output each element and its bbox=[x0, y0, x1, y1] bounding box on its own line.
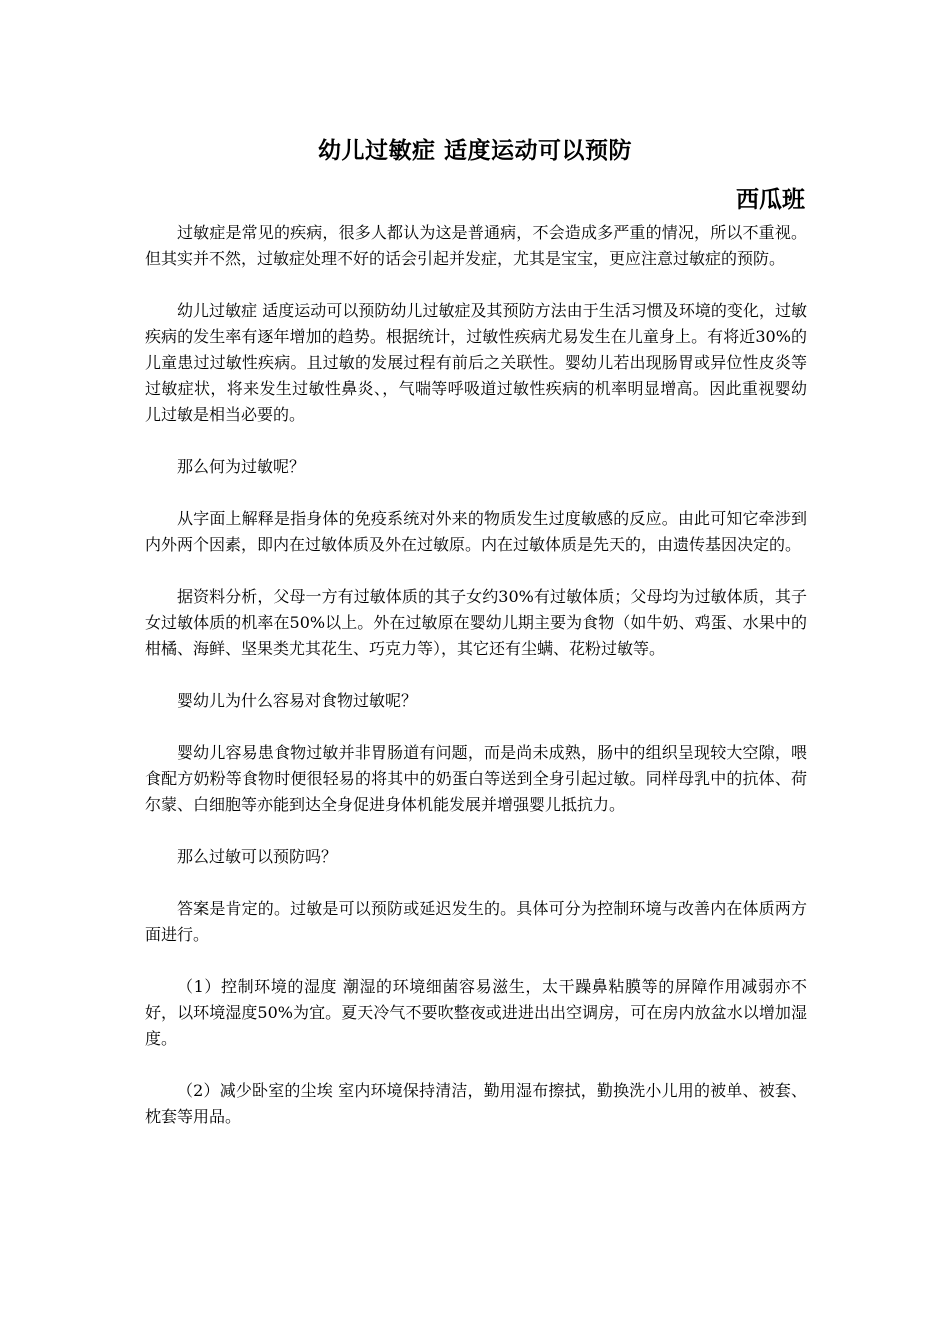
paragraph-food-allergy-explanation: 婴幼儿容易患食物过敏并非胃肠道有问题，而是尚未成熟，肠中的组织呈现较大空隙，喂食配方奶粉等食物时便很轻易的将其中的奶蛋白等送到全身引起过敏。同样母乳中的抗体、荷尔蒙、白细胞等亦能到达全身促进身体机能发展并增强婴儿抵抗力。 bbox=[145, 743, 807, 814]
document-author: 西瓜班 bbox=[736, 186, 805, 213]
paragraph-statistics: 据资料分析，父母一方有过敏体质的其子女约30%有过敏体质；父母均为过敏体质，其子女过敏体质的机率在50%以上。外在过敏原在婴幼儿期主要为食物（如牛奶、鸡蛋、水果中的柑橘、海鲜、坚果类尤其花生、巧克力等），其它还有尘螨、花粉过敏等。 bbox=[145, 587, 807, 658]
paragraph-question-prevention: 那么过敏可以预防吗？ bbox=[177, 847, 338, 866]
paragraph-question-what-is-allergy: 那么何为过敏呢？ bbox=[177, 457, 306, 476]
document-body bbox=[145, 220, 807, 1156]
paragraph-dust-reduction: （2）减少卧室的尘埃 室内环境保持清洁，勤用湿布擦拭，勤换洗小儿用的被单、被套、枕套等用品。 bbox=[145, 1081, 807, 1126]
paragraph-humidity-control: （1）控制环境的湿度 潮湿的环境细菌容易滋生，太干躁鼻粘膜等的屏障作用减弱亦不好，以环境湿度50%为宜。夏天冷气不要吹整夜或进进出出空调房，可在房内放盆水以增加湿度。 bbox=[145, 977, 807, 1048]
document-title: 幼儿过敏症 适度运动可以预防 bbox=[317, 137, 632, 164]
paragraph-background: 幼儿过敏症 适度运动可以预防幼儿过敏症及其预防方法由于生活习惯及环境的变化，过敏疾病的发生率有逐年增加的趋势。根据统计，过敏性疾病尤易发生在儿童身上。有将近30%的儿童患过过敏性疾病。且过敏的发展过程有前后之关联性。婴幼儿若出现肠胃或异位性皮炎等过敏症状，将来发生过敏性鼻炎、，气喘等呼吸道过敏性疾病的机率明显增高。因此重视婴幼儿过敏是相当必要的。 bbox=[145, 301, 807, 424]
paragraph-intro: 过敏症是常见的疾病，很多人都认为这是普通病，不会造成多严重的情况，所以不重视。但其实并不然，过敏症处理不好的话会引起并发症，尤其是宝宝，更应注意过敏症的预防。 bbox=[145, 223, 807, 268]
paragraph-prevention-answer: 答案是肯定的。过敏是可以预防或延迟发生的。具体可分为控制环境与改善内在体质两方面进行。 bbox=[145, 899, 807, 944]
paragraph-definition: 从字面上解释是指身体的免疫系统对外来的物质发生过度敏感的反应。由此可知它牵涉到内外两个因素，即内在过敏体质及外在过敏原。内在过敏体质是先天的，由遗传基因决定的。 bbox=[145, 509, 807, 554]
paragraph-question-food-allergy: 婴幼儿为什么容易对食物过敏呢？ bbox=[177, 691, 418, 710]
